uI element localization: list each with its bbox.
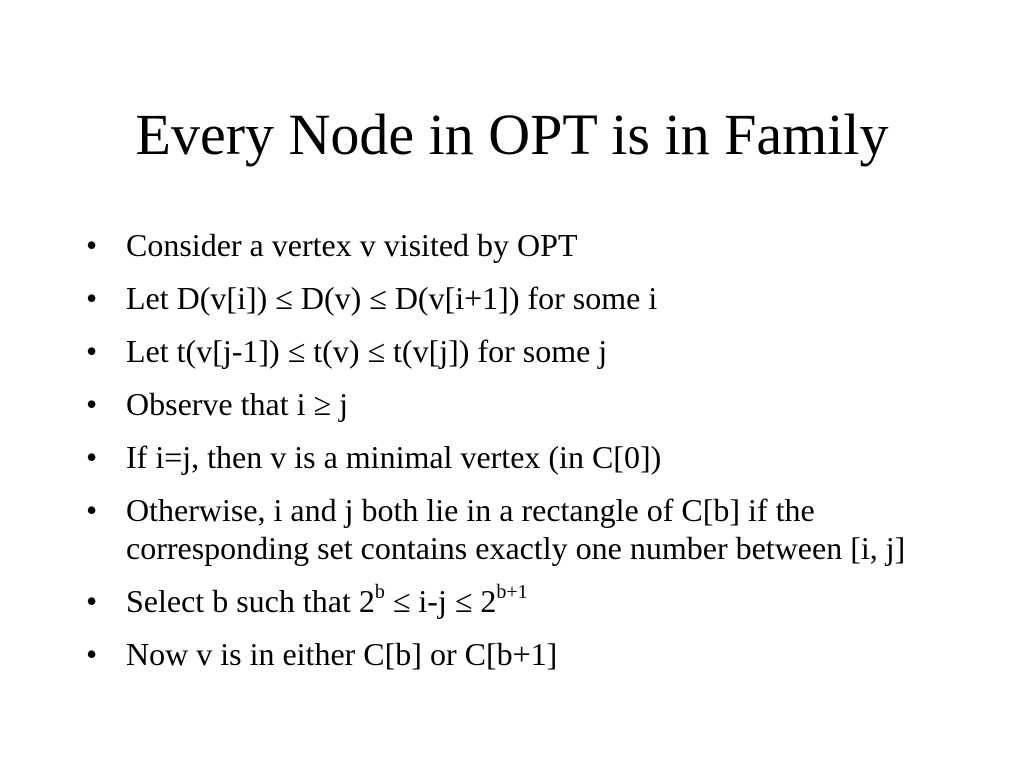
bullet-dot: • <box>86 492 98 528</box>
bullet-dot: • <box>86 280 98 316</box>
bullet-item-8 <box>86 635 966 673</box>
bullet-list <box>86 226 966 688</box>
bullet-dot: • <box>86 439 98 475</box>
bullet-item-2 <box>86 279 966 317</box>
bullet-dot: • <box>86 583 98 619</box>
bullet-text: If i=j, then v is a minimal vertex (in C[0]) <box>126 439 662 475</box>
bullet-item-6 <box>86 491 966 567</box>
slide-title: Every Node in OPT is in Family <box>135 102 889 167</box>
bullet-text: Observe that i ≥ j <box>126 386 348 422</box>
bullet-text: Let D(v[i]) ≤ D(v) ≤ D(v[i+1]) for some i <box>126 280 658 316</box>
bullet-text: Let t(v[j-1]) ≤ t(v) ≤ t(v[j]) for some j <box>126 333 608 369</box>
bullet-text <box>126 583 528 619</box>
bullet-text-part: Select b such that 2 <box>126 583 375 619</box>
bullet-item-4 <box>86 385 966 423</box>
superscript-b: b <box>374 581 385 603</box>
bullet-item-1 <box>86 226 966 264</box>
bullet-dot: • <box>86 636 98 672</box>
bullet-dot: • <box>86 333 98 369</box>
bullet-dot: • <box>86 386 98 422</box>
bullet-text: Otherwise, i and j both lie in a rectangle of C[b] if the corresponding set contains exactly one number between [i, j] <box>126 492 906 566</box>
bullet-text: Consider a vertex v visited by OPT <box>126 227 578 263</box>
superscript-b-plus-1: b+1 <box>496 581 528 603</box>
bullet-dot: • <box>86 227 98 263</box>
bullet-text: Now v is in either C[b] or C[b+1] <box>126 636 558 672</box>
bullet-item-7 <box>86 582 966 620</box>
bullet-text-part: ≤ i-j ≤ 2 <box>384 583 497 619</box>
bullet-item-3 <box>86 332 966 370</box>
bullet-item-5 <box>86 438 966 476</box>
